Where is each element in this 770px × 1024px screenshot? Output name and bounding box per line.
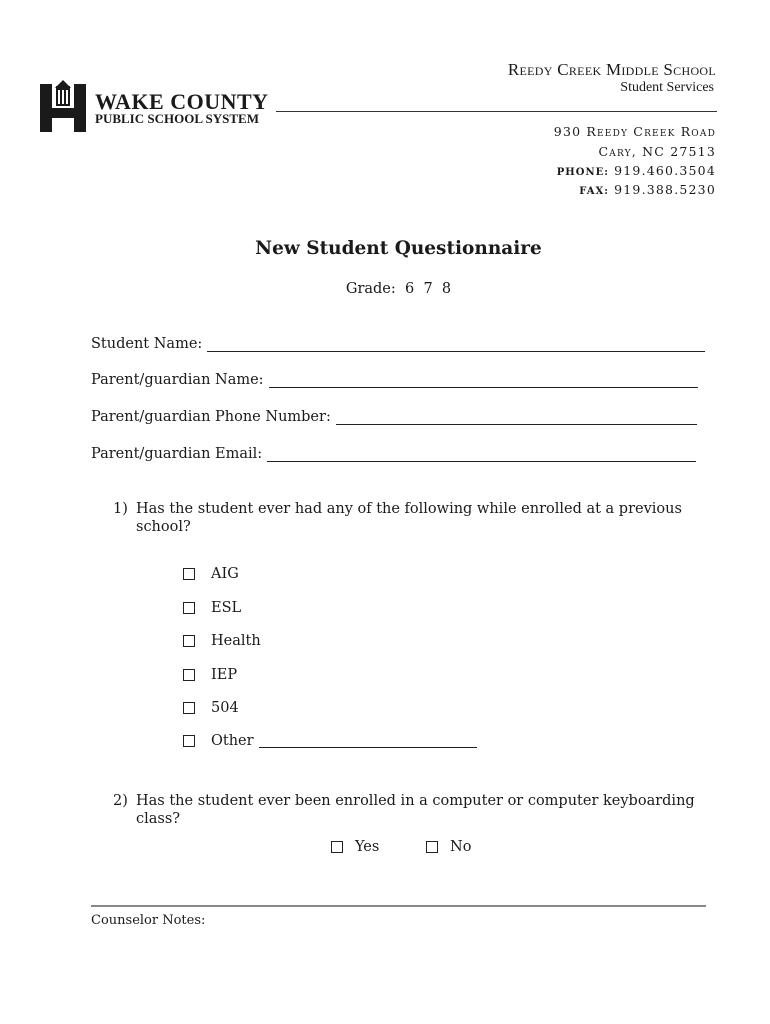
option-504-label: 504 xyxy=(211,700,239,716)
fax-number: 919.388.5230 xyxy=(614,182,716,197)
phone-line xyxy=(557,163,716,178)
school-name: Reedy Creek Middle School xyxy=(507,60,716,79)
school-district-logo-icon xyxy=(40,80,86,132)
option-iep[interactable] xyxy=(183,667,237,683)
district-subname: PUBLIC SCHOOL SYSTEM xyxy=(95,111,259,126)
fax-label: FAX: xyxy=(579,186,609,197)
option-esl[interactable] xyxy=(183,600,241,616)
option-aig[interactable] xyxy=(183,566,239,582)
parent-email-input[interactable] xyxy=(267,447,696,462)
form-title: New Student Questionnaire xyxy=(255,238,542,259)
parent-phone-field xyxy=(91,409,697,425)
option-other[interactable] xyxy=(183,733,477,749)
department-name: Student Services xyxy=(620,80,714,95)
parent-name-input[interactable] xyxy=(269,373,698,388)
option-no[interactable] xyxy=(426,839,471,855)
option-yes-label: Yes xyxy=(355,839,380,855)
notes-divider xyxy=(91,905,706,907)
header-divider xyxy=(276,111,717,112)
question-2 xyxy=(113,792,713,828)
checkbox-icon[interactable] xyxy=(183,669,195,681)
student-name-input[interactable] xyxy=(207,337,705,352)
address-city: Cary, NC 27513 xyxy=(598,144,716,159)
checkbox-icon[interactable] xyxy=(183,635,195,647)
question-2-number: 2) xyxy=(113,793,128,809)
grade-label: Grade: xyxy=(345,281,396,297)
checkbox-icon[interactable] xyxy=(183,568,195,580)
option-iep-label: IEP xyxy=(211,667,238,683)
option-504[interactable] xyxy=(183,700,239,716)
question-1-text: Has the student ever had any of the following while enrolled at a previous school? xyxy=(136,501,682,535)
option-other-label: Other xyxy=(211,733,254,749)
checkbox-icon[interactable] xyxy=(183,735,195,747)
checkbox-icon[interactable] xyxy=(183,702,195,714)
phone-label: PHONE: xyxy=(556,167,609,178)
checkbox-icon[interactable] xyxy=(183,602,195,614)
phone-number: 919.460.3504 xyxy=(614,163,716,178)
address-street: 930 Reedy Creek Road xyxy=(553,124,716,139)
parent-phone-input[interactable] xyxy=(336,410,697,425)
question-2-text: Has the student ever been enrolled in a computer or computer keyboarding class? xyxy=(136,793,695,827)
grade-row xyxy=(0,281,770,297)
option-health-label: Health xyxy=(211,633,261,649)
checkbox-icon[interactable] xyxy=(331,841,343,853)
question-1-number: 1) xyxy=(113,501,128,517)
parent-email-field xyxy=(91,446,696,462)
option-aig-label: AIG xyxy=(211,566,239,582)
parent-name-field xyxy=(91,372,698,388)
other-input[interactable] xyxy=(259,735,477,748)
option-yes[interactable] xyxy=(331,839,379,855)
counselor-notes-label: Counselor Notes: xyxy=(91,913,206,928)
option-no-label: No xyxy=(450,839,472,855)
parent-name-label: Parent/guardian Name: xyxy=(91,372,264,388)
grade-options[interactable]: 6 7 8 xyxy=(405,281,452,297)
fax-line xyxy=(579,182,716,197)
question-1 xyxy=(113,500,713,536)
student-name-label: Student Name: xyxy=(91,336,203,352)
student-name-field xyxy=(91,336,705,352)
checkbox-icon[interactable] xyxy=(426,841,438,853)
parent-email-label: Parent/guardian Email: xyxy=(91,446,263,462)
option-esl-label: ESL xyxy=(211,600,242,616)
option-health[interactable] xyxy=(183,633,261,649)
parent-phone-label: Parent/guardian Phone Number: xyxy=(91,409,331,425)
district-name: WAKE COUNTY xyxy=(95,89,269,114)
